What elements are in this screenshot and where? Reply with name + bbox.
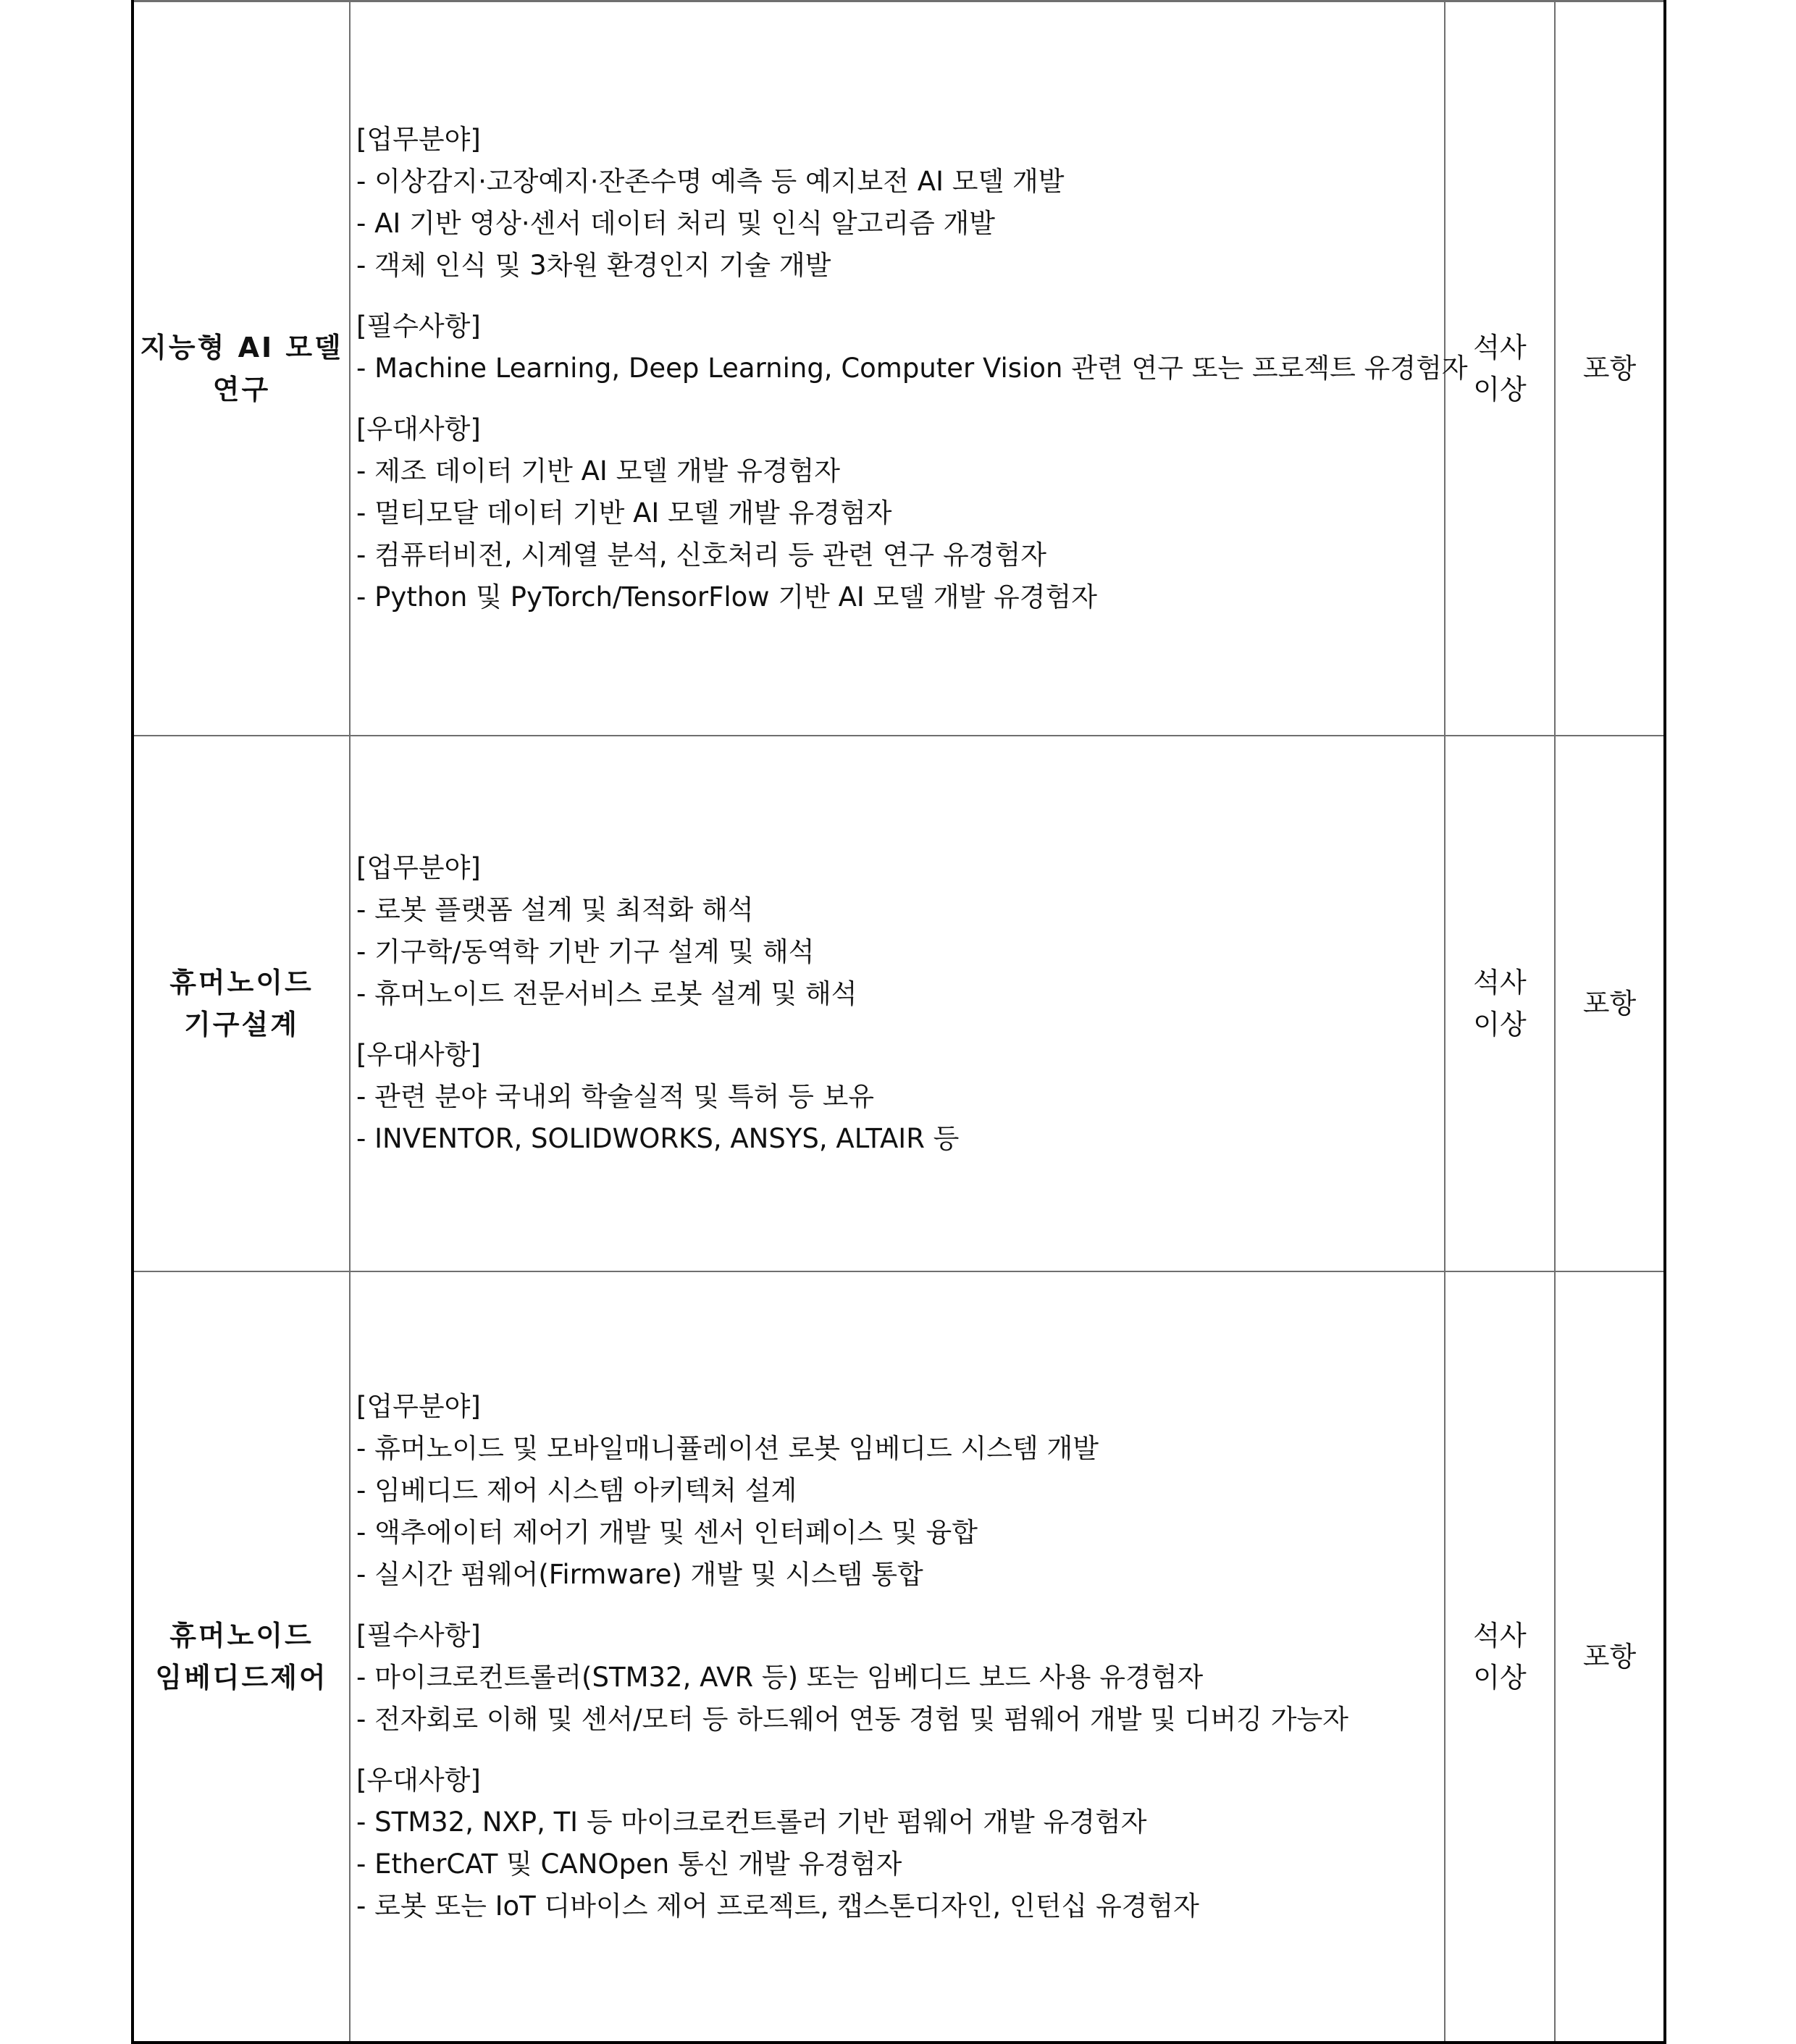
recruitment-table bbox=[131, 0, 1666, 2044]
section-line: - 기구학/동역학 기반 기구 설계 및 해석 bbox=[356, 935, 815, 967]
degree-cell bbox=[1445, 736, 1555, 1271]
section-heading: [필수사항] bbox=[356, 310, 481, 342]
research-area-cell bbox=[133, 736, 350, 1271]
section-line: - 휴머노이드 전문서비스 로봇 설계 및 해석 bbox=[356, 977, 857, 1009]
section-heading: [업무분야] bbox=[356, 1390, 481, 1422]
table-row bbox=[133, 1, 1665, 736]
section-line: - Python 및 PyTorch/TensorFlow 기반 AI 모델 개발 유경험자 bbox=[356, 581, 1098, 613]
location-cell bbox=[1555, 736, 1665, 1271]
section-line: - Machine Learning, Deep Learning, Computer Vision 관련 연구 또는 프로젝트 유경험자 bbox=[356, 352, 1468, 384]
location-text: 포항 bbox=[1582, 352, 1637, 384]
degree-text: 이상 bbox=[1473, 1008, 1527, 1040]
research-area-name: 연구 bbox=[212, 373, 271, 405]
research-area-cell bbox=[133, 1, 350, 736]
section-heading: [우대사항] bbox=[356, 413, 481, 445]
research-area-name: 휴머노이드 bbox=[169, 966, 314, 998]
preferred-section bbox=[356, 1759, 1444, 1927]
section-line: - 로봇 플랫폼 설계 및 최적화 해석 bbox=[356, 893, 754, 925]
section-line: - 전자회로 이해 및 센서/모터 등 하드웨어 연동 경험 및 펌웨어 개발 및 디버깅 가능자 bbox=[356, 1703, 1348, 1735]
section-heading: [우대사항] bbox=[356, 1764, 481, 1796]
degree-text: 이상 bbox=[1473, 1661, 1527, 1694]
location-text: 포항 bbox=[1582, 987, 1637, 1019]
research-area-name: 휴머노이드 bbox=[169, 1619, 314, 1652]
description-cell bbox=[350, 1, 1468, 736]
section-line: - 컴퓨터비전, 시계열 분석, 신호처리 등 관련 연구 유경험자 bbox=[356, 539, 1047, 571]
required-section bbox=[356, 306, 1468, 390]
research-area-cell bbox=[133, 1271, 350, 2043]
preferred-section bbox=[356, 408, 1444, 618]
duty-section bbox=[356, 847, 1444, 1015]
section-line: - 액추에이터 제어기 개발 및 센서 인터페이스 및 융합 bbox=[356, 1516, 978, 1548]
section-line: - EtherCAT 및 CANOpen 통신 개발 유경험자 bbox=[356, 1848, 902, 1880]
section-line: - 멀티모달 데이터 기반 AI 모델 개발 유경험자 bbox=[356, 497, 892, 529]
degree-text: 석사 bbox=[1473, 1619, 1527, 1652]
section-line: - AI 기반 영상·센서 데이터 처리 및 인식 알고리즘 개발 bbox=[356, 207, 996, 239]
duty-section bbox=[356, 1386, 1444, 1596]
section-line: - 제조 데이터 기반 AI 모델 개발 유경험자 bbox=[356, 455, 841, 487]
table-row bbox=[133, 736, 1665, 1271]
section-heading: [필수사항] bbox=[356, 1619, 481, 1651]
degree-cell bbox=[1445, 1271, 1555, 2043]
research-area-name: 임베디드제어 bbox=[155, 1661, 328, 1694]
section-heading: [업무분야] bbox=[356, 851, 481, 883]
research-area-name: 기구설계 bbox=[184, 1008, 299, 1040]
degree-text: 이상 bbox=[1473, 373, 1527, 405]
section-line: - 휴머노이드 및 모바일매니퓰레이션 로봇 임베디드 시스템 개발 bbox=[356, 1432, 1099, 1464]
section-heading: [업무분야] bbox=[356, 123, 481, 155]
degree-text: 석사 bbox=[1473, 966, 1527, 998]
description-cell bbox=[350, 736, 1445, 1271]
duty-section bbox=[356, 119, 1444, 287]
section-line: - 이상감지·고장예지·잔존수명 예측 등 예지보전 AI 모델 개발 bbox=[356, 165, 1065, 197]
section-line: - 마이크로컨트롤러(STM32, AVR 등) 또는 임베디드 보드 사용 유경험자 bbox=[356, 1661, 1204, 1693]
section-line: - 객체 인식 및 3차원 환경인지 기술 개발 bbox=[356, 249, 831, 281]
degree-text: 석사 bbox=[1473, 331, 1527, 363]
research-area-name: 지능형 AI 모델 bbox=[140, 331, 343, 363]
section-line: - 관련 분야 국내외 학술실적 및 특허 등 보유 bbox=[356, 1080, 875, 1112]
location-cell bbox=[1555, 1, 1665, 736]
section-heading: [우대사항] bbox=[356, 1038, 481, 1070]
description-cell bbox=[350, 1271, 1445, 2043]
section-line: - STM32, NXP, TI 등 마이크로컨트롤러 기반 펌웨어 개발 유경험자 bbox=[356, 1806, 1147, 1838]
location-text: 포항 bbox=[1582, 1640, 1637, 1673]
section-line: - 로봇 또는 IoT 디바이스 제어 프로젝트, 캡스톤디자인, 인턴십 유경험자 bbox=[356, 1890, 1199, 1922]
location-cell bbox=[1555, 1271, 1665, 2043]
section-line: - 실시간 펌웨어(Firmware) 개발 및 시스템 통합 bbox=[356, 1558, 923, 1590]
section-line: - INVENTOR, SOLIDWORKS, ANSYS, ALTAIR 등 bbox=[356, 1122, 960, 1154]
section-line: - 임베디드 제어 시스템 아키텍처 설계 bbox=[356, 1474, 797, 1506]
required-section bbox=[356, 1615, 1444, 1741]
table-row bbox=[133, 1271, 1665, 2043]
preferred-section bbox=[356, 1034, 1444, 1160]
